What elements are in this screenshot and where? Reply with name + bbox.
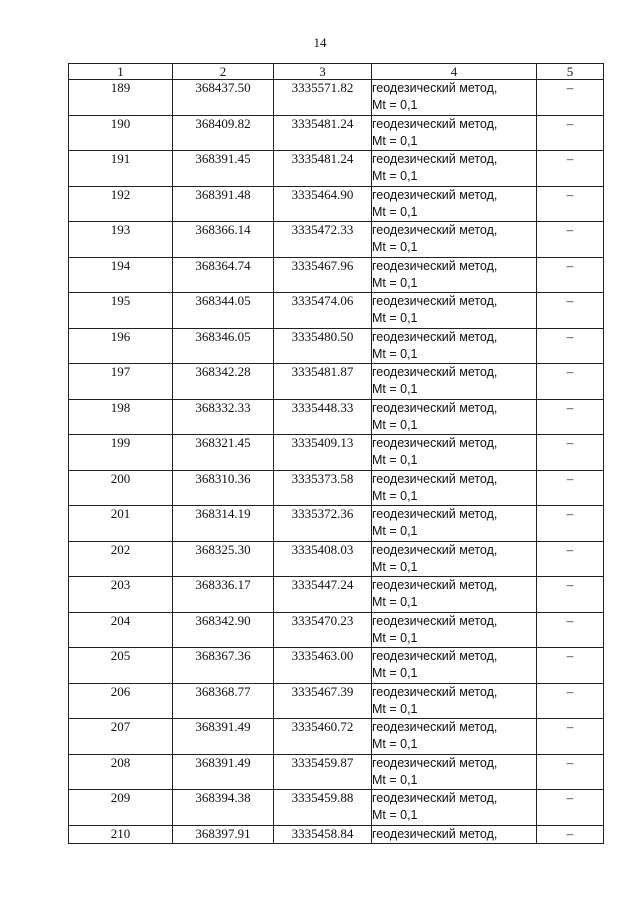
table-row [69, 328, 604, 364]
table-row [69, 790, 604, 826]
x-coordinate-cell: 368391.49 [173, 754, 274, 790]
point-number-cell: 206 [69, 683, 173, 719]
y-coordinate-cell: 3335460.72 [274, 719, 372, 755]
point-number-cell: 194 [69, 257, 173, 293]
table-row [69, 719, 604, 755]
point-number-cell: 207 [69, 719, 173, 755]
method-text: геодезический метод, [372, 329, 498, 344]
method-text: геодезический метод, [372, 294, 498, 308]
accuracy-text: Mt = 0,1 [372, 275, 418, 290]
point-number-cell: 193 [69, 222, 173, 258]
column-5-cell: – [537, 435, 604, 471]
accuracy-text: Mt = 0,1 [372, 666, 418, 680]
x-coordinate-cell: 368344.05 [173, 293, 274, 329]
accuracy-text: Mt = 0,1 [372, 524, 418, 538]
x-coordinate-cell: 368394.38 [173, 790, 274, 826]
point-number-cell: 201 [69, 506, 173, 542]
column-5-cell: – [537, 754, 604, 790]
x-coordinate-cell: 368346.05 [173, 328, 274, 364]
accuracy-text: Mt = 0,1 [372, 311, 418, 325]
column-5-cell: – [537, 257, 604, 293]
method-text: геодезический метод, [372, 507, 498, 521]
method-text: геодезический метод, [372, 578, 498, 592]
accuracy-text: Mt = 0,1 [372, 453, 418, 467]
column-5-cell: – [537, 541, 604, 577]
method-cell [372, 186, 537, 222]
y-coordinate-cell: 3335458.84 [274, 825, 372, 843]
y-coordinate-cell: 3335480.50 [274, 328, 372, 364]
table-row [69, 435, 604, 471]
column-5-cell: – [537, 506, 604, 542]
y-coordinate-cell: 3335481.24 [274, 151, 372, 187]
header-col-5: 5 [537, 64, 604, 80]
point-number-cell: 202 [69, 541, 173, 577]
method-text: геодезический метод, [372, 187, 498, 202]
point-number-cell: 199 [69, 435, 173, 471]
x-coordinate-cell: 368367.36 [173, 648, 274, 684]
method-text: геодезический метод, [372, 223, 498, 237]
table-row [69, 577, 604, 613]
x-coordinate-cell: 368397.91 [173, 825, 274, 843]
x-coordinate-cell: 368391.49 [173, 719, 274, 755]
point-number-cell: 196 [69, 328, 173, 364]
y-coordinate-cell: 3335463.00 [274, 648, 372, 684]
method-cell [372, 825, 537, 843]
y-coordinate-cell: 3335571.82 [274, 80, 372, 116]
column-5-cell: – [537, 364, 604, 400]
method-cell [372, 754, 537, 790]
table-row [69, 293, 604, 329]
header-col-4: 4 [372, 64, 537, 80]
point-number-cell: 191 [69, 151, 173, 187]
method-cell [372, 612, 537, 648]
accuracy-text: Mt = 0,1 [372, 240, 418, 254]
y-coordinate-cell: 3335372.36 [274, 506, 372, 542]
point-number-cell: 208 [69, 754, 173, 790]
method-text: геодезический метод, [372, 649, 498, 663]
method-text: геодезический метод, [372, 542, 498, 557]
x-coordinate-cell: 368391.48 [173, 186, 274, 222]
x-coordinate-cell: 368332.33 [173, 399, 274, 435]
method-cell [372, 683, 537, 719]
x-coordinate-cell: 368325.30 [173, 541, 274, 577]
x-coordinate-cell: 368342.28 [173, 364, 274, 400]
y-coordinate-cell: 3335459.87 [274, 754, 372, 790]
x-coordinate-cell: 368364.74 [173, 257, 274, 293]
accuracy-text: Mt = 0,1 [372, 595, 418, 609]
x-coordinate-cell: 368321.45 [173, 435, 274, 471]
column-5-cell: – [537, 719, 604, 755]
point-number-cell: 200 [69, 470, 173, 506]
y-coordinate-cell: 3335467.39 [274, 683, 372, 719]
column-5-cell: – [537, 683, 604, 719]
y-coordinate-cell: 3335481.24 [274, 115, 372, 151]
method-cell [372, 790, 537, 826]
header-col-1: 1 [69, 64, 173, 80]
point-number-cell: 205 [69, 648, 173, 684]
table-body [69, 80, 604, 844]
y-coordinate-cell: 3335470.23 [274, 612, 372, 648]
table-row [69, 222, 604, 258]
x-coordinate-cell: 368366.14 [173, 222, 274, 258]
method-text: геодезический метод, [372, 81, 498, 95]
point-number-cell: 190 [69, 115, 173, 151]
x-coordinate-cell: 368342.90 [173, 612, 274, 648]
table-row [69, 80, 604, 116]
method-cell [372, 541, 537, 577]
point-number-cell: 189 [69, 80, 173, 116]
accuracy-text: Mt = 0,1 [372, 630, 418, 645]
column-5-cell: – [537, 399, 604, 435]
x-coordinate-cell: 368409.82 [173, 115, 274, 151]
header-col-2: 2 [173, 64, 274, 80]
method-text: геодезический метод, [372, 400, 498, 415]
point-number-cell: 204 [69, 612, 173, 648]
y-coordinate-cell: 3335448.33 [274, 399, 372, 435]
column-5-cell: – [537, 115, 604, 151]
y-coordinate-cell: 3335474.06 [274, 293, 372, 329]
table-row [69, 399, 604, 435]
method-text: геодезический метод, [372, 755, 498, 770]
accuracy-text: Mt = 0,1 [372, 169, 418, 183]
table-row [69, 151, 604, 187]
x-coordinate-cell: 368336.17 [173, 577, 274, 613]
y-coordinate-cell: 3335447.24 [274, 577, 372, 613]
x-coordinate-cell: 368437.50 [173, 80, 274, 116]
table-row [69, 754, 604, 790]
column-5-cell: – [537, 612, 604, 648]
column-5-cell: – [537, 222, 604, 258]
accuracy-text: Mt = 0,1 [372, 701, 418, 716]
y-coordinate-cell: 3335408.03 [274, 541, 372, 577]
header-col-3: 3 [274, 64, 372, 80]
method-cell [372, 399, 537, 435]
table-row [69, 506, 604, 542]
y-coordinate-cell: 3335459.88 [274, 790, 372, 826]
accuracy-text: Mt = 0,1 [372, 204, 418, 219]
column-5-cell: – [537, 186, 604, 222]
table-row [69, 257, 604, 293]
point-number-cell: 195 [69, 293, 173, 329]
x-coordinate-cell: 368391.45 [173, 151, 274, 187]
method-cell [372, 506, 537, 542]
column-5-cell: – [537, 328, 604, 364]
accuracy-text: Mt = 0,1 [372, 737, 418, 751]
y-coordinate-cell: 3335481.87 [274, 364, 372, 400]
table-row [69, 825, 604, 843]
point-number-cell: 203 [69, 577, 173, 613]
method-cell [372, 470, 537, 506]
accuracy-text: Mt = 0,1 [372, 772, 418, 787]
column-5-cell: – [537, 790, 604, 826]
method-cell [372, 222, 537, 258]
column-5-cell: – [537, 577, 604, 613]
method-cell [372, 648, 537, 684]
method-cell [372, 80, 537, 116]
table-row [69, 612, 604, 648]
method-cell [372, 151, 537, 187]
column-5-cell: – [537, 648, 604, 684]
table-header [69, 64, 604, 80]
method-text: геодезический метод, [372, 471, 498, 486]
method-text: геодезический метод, [372, 826, 498, 841]
method-cell [372, 115, 537, 151]
method-text: геодезический метод, [372, 152, 498, 166]
accuracy-text: Mt = 0,1 [372, 346, 418, 361]
accuracy-text: Mt = 0,1 [372, 488, 418, 503]
accuracy-text: Mt = 0,1 [372, 559, 418, 574]
y-coordinate-cell: 3335472.33 [274, 222, 372, 258]
column-5-cell: – [537, 293, 604, 329]
x-coordinate-cell: 368314.19 [173, 506, 274, 542]
method-text: геодезический метод, [372, 116, 498, 131]
column-5-cell: – [537, 151, 604, 187]
method-text: геодезический метод, [372, 720, 498, 734]
point-number-cell: 209 [69, 790, 173, 826]
method-cell [372, 293, 537, 329]
header-row [69, 64, 604, 80]
table-row [69, 470, 604, 506]
method-text: геодезический метод, [372, 684, 498, 699]
point-number-cell: 192 [69, 186, 173, 222]
method-text: геодезический метод, [372, 365, 498, 379]
table-row [69, 541, 604, 577]
accuracy-text: Mt = 0,1 [372, 417, 418, 432]
method-cell [372, 719, 537, 755]
method-text: геодезический метод, [372, 436, 498, 450]
method-cell [372, 435, 537, 471]
method-text: геодезический метод, [372, 791, 498, 805]
y-coordinate-cell: 3335373.58 [274, 470, 372, 506]
method-text: геодезический метод, [372, 613, 498, 628]
point-number-cell: 198 [69, 399, 173, 435]
column-5-cell: – [537, 80, 604, 116]
point-number-cell: 210 [69, 825, 173, 843]
y-coordinate-cell: 3335409.13 [274, 435, 372, 471]
method-text: геодезический метод, [372, 258, 498, 273]
accuracy-text: Mt = 0,1 [372, 133, 418, 148]
table-row [69, 683, 604, 719]
accuracy-text: Mt = 0,1 [372, 98, 418, 112]
column-5-cell: – [537, 470, 604, 506]
table-row [69, 115, 604, 151]
x-coordinate-cell: 368368.77 [173, 683, 274, 719]
table-row [69, 648, 604, 684]
point-number-cell: 197 [69, 364, 173, 400]
table-row [69, 364, 604, 400]
y-coordinate-cell: 3335467.96 [274, 257, 372, 293]
column-5-cell: – [537, 825, 604, 843]
x-coordinate-cell: 368310.36 [173, 470, 274, 506]
method-cell [372, 257, 537, 293]
method-cell [372, 577, 537, 613]
page-number: 14 [313, 35, 327, 50]
coordinates-table [68, 63, 604, 844]
table-row [69, 186, 604, 222]
y-coordinate-cell: 3335464.90 [274, 186, 372, 222]
accuracy-text: Mt = 0,1 [372, 808, 418, 822]
method-cell [372, 328, 537, 364]
accuracy-text: Mt = 0,1 [372, 382, 418, 396]
method-cell [372, 364, 537, 400]
